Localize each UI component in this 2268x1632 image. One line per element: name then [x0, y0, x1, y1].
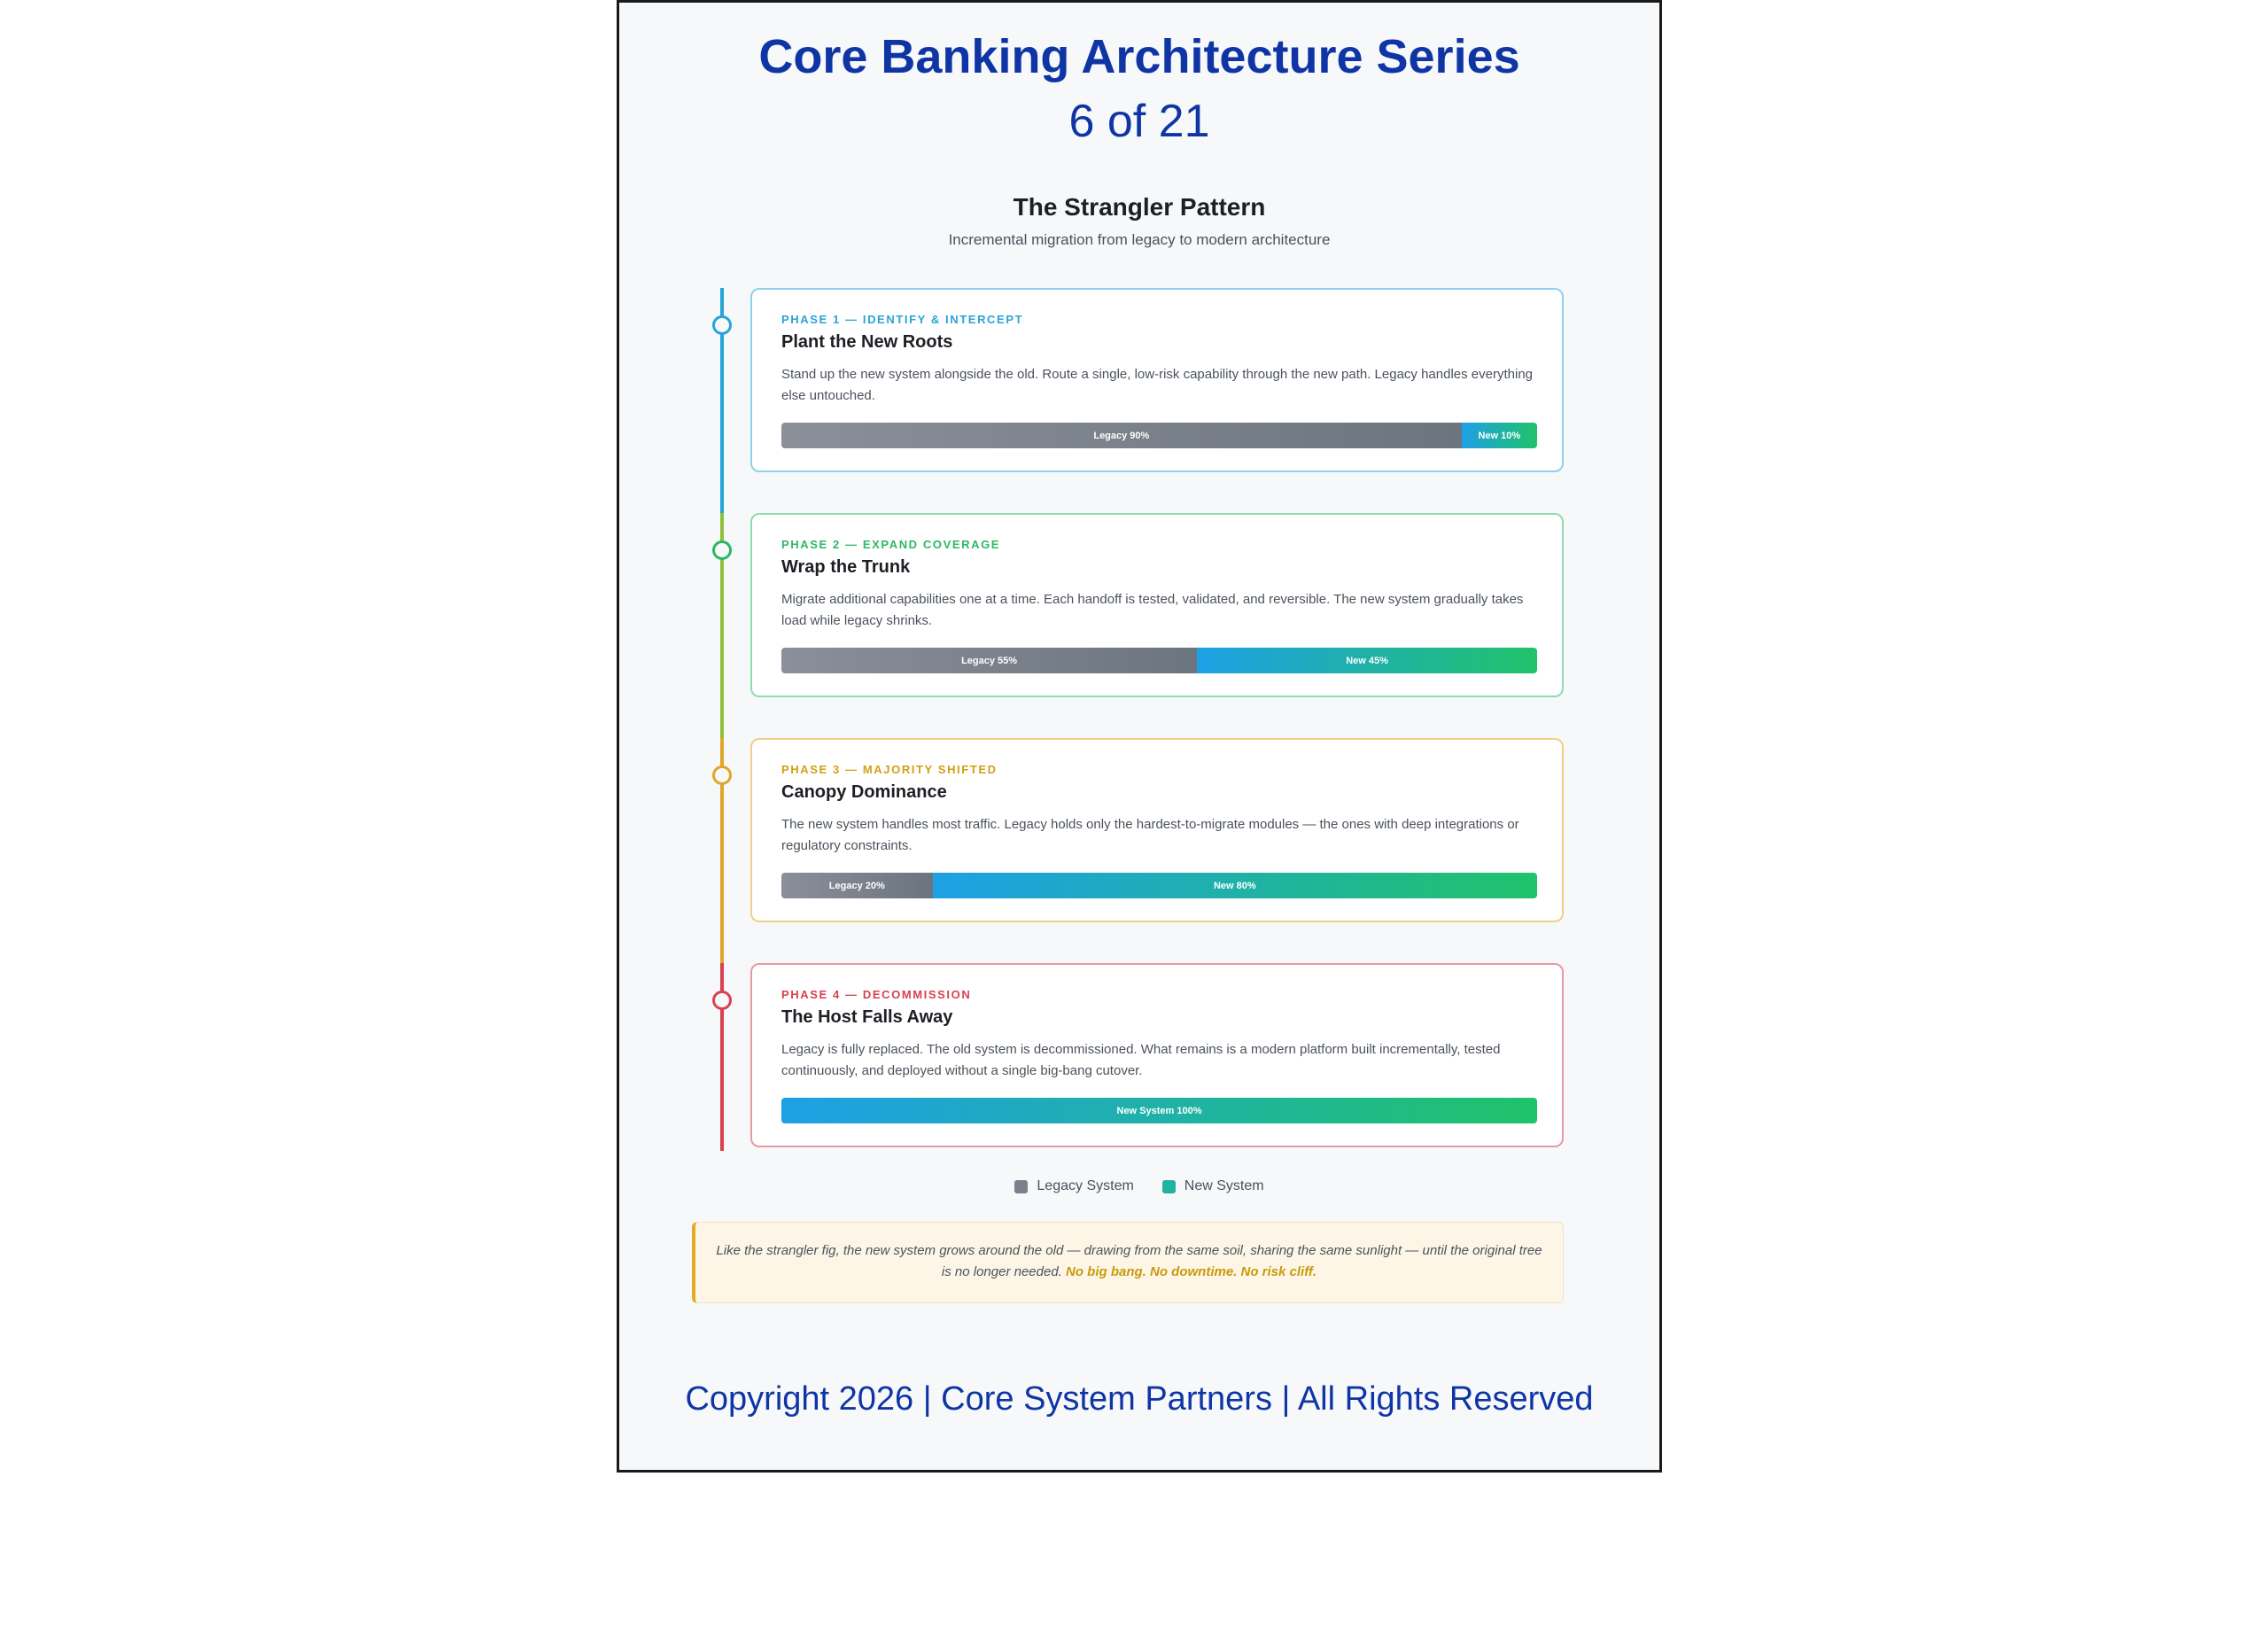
- series-title: Core Banking Architecture Series: [758, 30, 1520, 83]
- new-share-segment: New System 100%: [781, 1098, 1537, 1123]
- phase-2-marker: [712, 540, 732, 560]
- migration-progress-bar: [781, 648, 1537, 673]
- new-swatch-icon: [1162, 1180, 1176, 1193]
- phase-1-marker: [712, 315, 732, 335]
- quote-emphasis: No big bang. No downtime. No risk cliff.: [1066, 1264, 1317, 1279]
- phase-card-1: [750, 288, 1564, 472]
- phase-label: PHASE 4 — DECOMMISSION: [781, 988, 972, 1001]
- phase-description: Legacy is fully replaced. The old system is decommissioned. What remains is a modern platform built incrementally, tested continuously, and deployed without a single big-bang cutover.: [781, 1042, 1501, 1078]
- legacy-swatch-icon: [1014, 1180, 1028, 1193]
- phase-title: Plant the New Roots: [781, 332, 953, 352]
- strangler-fig-quote: [692, 1222, 1564, 1303]
- phase-card-3: [750, 738, 1564, 922]
- phase-description: Migrate additional capabilities one at a time. Each handoff is tested, validated, and reversible. The new system gradually takes load while legacy shrinks.: [781, 592, 1524, 628]
- migration-progress-bar: [781, 873, 1537, 898]
- legend-item-new: [1162, 1178, 1264, 1194]
- phase-card-4: [750, 963, 1564, 1147]
- phase-title: The Host Falls Away: [781, 1007, 953, 1027]
- copyright-footer: Copyright 2026 | Core System Partners | All Rights Reserved: [685, 1380, 1594, 1418]
- slide-frame: [617, 0, 1662, 1473]
- migration-progress-bar: [781, 1098, 1537, 1123]
- phase-label: PHASE 3 — MAJORITY SHIFTED: [781, 763, 998, 776]
- phase-title: Wrap the Trunk: [781, 557, 911, 577]
- phase-label: PHASE 1 — IDENTIFY & INTERCEPT: [781, 313, 1024, 326]
- legend-item-legacy: [1014, 1178, 1133, 1194]
- new-share-segment: New 80%: [933, 873, 1537, 898]
- legend-label-legacy: Legacy System: [1037, 1178, 1134, 1193]
- phase-title: Canopy Dominance: [781, 782, 947, 802]
- migration-progress-bar: [781, 423, 1537, 448]
- legend-label-new: New System: [1184, 1178, 1264, 1193]
- phase-description: Stand up the new system alongside the old. Route a single, low-risk capability through the new path. Legacy handles everything else untouched.: [781, 367, 1534, 403]
- diagram-title: The Strangler Pattern: [1013, 193, 1266, 221]
- quote-text: Like the strangler fig, the new system grows around the old — drawing from the same soil, sharing the same sunlight — until the original tree is no longer needed.: [716, 1243, 1542, 1279]
- phase-description: The new system handles most traffic. Legacy holds only the hardest-to-migrate modules — the ones with deep integrations or regulatory constraints.: [781, 817, 1519, 853]
- phase-4-marker: [712, 991, 732, 1010]
- phase-3-marker: [712, 765, 732, 785]
- diagram-subtitle: Incremental migration from legacy to modern architecture: [948, 231, 1331, 248]
- series-count: 6 of 21: [1068, 96, 1210, 147]
- legacy-share-segment: Legacy 55%: [781, 648, 1197, 673]
- legend: [619, 1178, 1659, 1194]
- legacy-share-segment: Legacy 90%: [781, 423, 1462, 448]
- new-share-segment: New 10%: [1462, 423, 1537, 448]
- legacy-share-segment: Legacy 20%: [781, 873, 933, 898]
- new-share-segment: New 45%: [1197, 648, 1537, 673]
- phase-label: PHASE 2 — EXPAND COVERAGE: [781, 538, 1001, 551]
- phase-card-2: [750, 513, 1564, 697]
